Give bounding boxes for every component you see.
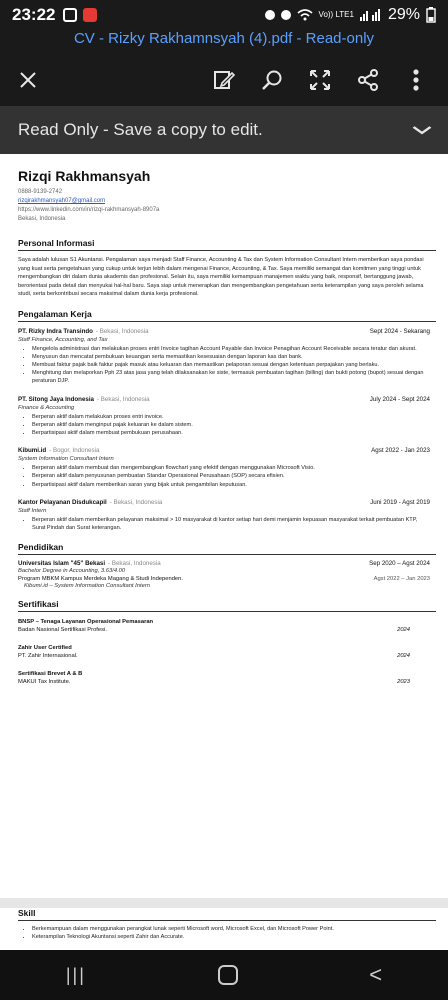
resume-location: Bekasi, Indonesia xyxy=(18,216,66,222)
app-notification-icon xyxy=(83,8,97,22)
pdf-page-2 xyxy=(12,908,436,941)
wifi-icon xyxy=(297,9,313,21)
job-location: - Bogor, Indonesia xyxy=(49,447,100,455)
home-button[interactable] xyxy=(218,965,238,985)
edu-degree: Bachelor Degree in Accounting, 3.63/4.00 xyxy=(18,568,126,575)
search-button[interactable] xyxy=(248,56,296,104)
section-education: Pendidikan xyxy=(18,542,436,555)
job-role: System Information Consultant Intern xyxy=(18,456,114,463)
cert-year: 2024 xyxy=(397,653,410,660)
job-role: Staff Intern xyxy=(18,507,47,514)
cert-title: Zahir User Certified xyxy=(18,645,72,652)
cert-issuer: MAKUI Tax Institute. xyxy=(18,679,71,686)
network-label: Vo)) LTE1 xyxy=(318,10,354,19)
skill-item: • Berkemampuan dalam menggunakan perangkat lunak seperti Microsoft word, Microsoft Excel, dan Microsoft Power Point. xyxy=(32,925,430,933)
cert-entry xyxy=(18,619,430,633)
cert-entry xyxy=(18,645,430,659)
job-bullet: • Membuat faktur pajak baik faktur pajak masuk atau keluaran dan memastikan pelaporan sesuai dengan ketentuan perpajakan yang berlaku. xyxy=(32,361,430,369)
more-icon xyxy=(412,68,420,92)
cert-year: 2024 xyxy=(397,627,410,634)
status-time: 23:22 xyxy=(12,5,56,24)
cert-year: 2023 xyxy=(397,679,410,686)
close-icon xyxy=(19,71,37,89)
job-entry xyxy=(18,396,430,438)
cert-entry xyxy=(18,671,430,685)
section-experience: Pengalaman Kerja xyxy=(18,309,436,322)
job-bullet: • Berpartisipasi aktif dalam membuat pembukuan perusahaan. xyxy=(32,429,430,437)
job-entry xyxy=(18,328,430,386)
edu-school: Universitas Islam "45" Bekasi xyxy=(18,560,106,568)
job-bullet: • Menghitung dan melaporkan Pph 23 atas jasa yang telah dilaksanakan ke siste, termasuk pembuatan tagihan (billing) dan bukti potong (bupot) sesuai dengan peraturan DJP. xyxy=(32,369,430,385)
back-button[interactable]: < xyxy=(369,962,383,987)
job-bullet: • Berperan aktif dalam membuat dan mengembangkan flowchart yang efektif dengan menggunakan Microsoft Visio. xyxy=(32,464,430,472)
close-button[interactable] xyxy=(4,56,52,104)
job-bullet: • Berperan aktif dalam menginput pajak keluaran ke dalam sistem. xyxy=(32,421,430,429)
battery-icon xyxy=(426,7,436,23)
pdf-page-1 xyxy=(12,162,436,685)
battery-level: 29% xyxy=(387,6,420,23)
job-role: Staff Finance, Accounting, and Tax xyxy=(18,336,108,343)
gallery-icon xyxy=(63,8,77,22)
section-personal: Personal Informasi xyxy=(18,238,436,251)
job-location: - Bekasi, Indonesia xyxy=(109,498,163,506)
toolbar xyxy=(0,54,448,106)
section-certification: Sertifikasi xyxy=(18,599,436,612)
read-only-message: Read Only - Save a copy to edit. xyxy=(18,120,263,139)
document-viewer[interactable] xyxy=(0,154,448,950)
chevron-down-icon[interactable] xyxy=(411,125,433,135)
edit-icon xyxy=(212,68,236,92)
read-only-banner[interactable] xyxy=(0,106,448,154)
cert-issuer: Badan Nasional Sertifikasi Profesi. xyxy=(18,627,107,634)
fullscreen-button[interactable] xyxy=(296,56,344,104)
job-company: PT. Rizky Indra Transindo xyxy=(18,327,93,335)
document-title: CV - Rizky Rakhamnsyah (4).pdf - Read-only xyxy=(0,30,448,54)
job-date: Sept 2024 - Sekarang xyxy=(369,327,430,335)
resume-linkedin[interactable]: https://www.linkedin.com/in/rizqi-rakhmansyah-8907a xyxy=(18,207,160,213)
job-bullet: • Mengelola administrasi dan melakukan proses entri Invoice tagihan Account Payable dan Invoice Penagihan Account Receivable secara teratur dan akurat. xyxy=(32,345,430,353)
job-date: Juni 2019 - Agst 2019 xyxy=(370,498,430,506)
system-nav-bar xyxy=(0,950,448,1000)
edu-program-sub: Kibumi.id – System Information Consultant Intern xyxy=(24,583,150,590)
job-bullet: • Menyusun dan mencatat pembukuan keuangan serta memastikan kesesuaian dengan laporan kas dan bank. xyxy=(32,353,430,361)
job-entry xyxy=(18,447,430,489)
resume-phone: 0888-9139-2742 xyxy=(18,189,63,195)
search-icon xyxy=(260,68,284,92)
job-bullet: • Berperan aktif dalam memberikan pelayanan maksimal > 10 masyarakat di kantor setiap hari demi menjamin kepuasan masyarakat terkait pembuatan KTP, Surat Pindah dan Surat keterangan. xyxy=(32,516,430,532)
expand-icon xyxy=(308,68,332,92)
cert-title: BNSP – Tenaga Layanan Operasional Pemasaran xyxy=(18,619,154,626)
job-entry xyxy=(18,499,430,532)
share-icon xyxy=(356,68,380,92)
edit-button[interactable] xyxy=(200,56,248,104)
job-company: Kantor Pelayanan Disdukcapil xyxy=(18,498,107,506)
recent-apps-button[interactable]: ||| xyxy=(65,964,86,985)
job-role: Finance & Accounting xyxy=(18,404,75,411)
job-bullet: • Berpartisipasi aktif dalam memberikan saran yang bijak untuk pengambilan keputusan. xyxy=(32,481,430,489)
edu-date: Sep 2020 – Agst 2024 xyxy=(369,560,430,568)
signal-icon xyxy=(360,9,382,21)
page-separator xyxy=(0,898,448,908)
job-company: Kibumi.id xyxy=(18,447,47,455)
cert-title: Sertifikasi Brevet A & B xyxy=(18,671,83,678)
job-bullet: • Berperan aktif dalam melakukan proses entri invoice. xyxy=(32,413,430,421)
job-location: - Bekasi, Indonesia xyxy=(95,327,149,335)
skill-item: • Keterampilan Teknologi Akuntansi seperti Zahir dan Accurate. xyxy=(32,933,430,941)
alarm-icon xyxy=(265,10,275,20)
education-entry xyxy=(18,560,430,589)
job-location: - Bekasi, Indonesia xyxy=(97,395,150,403)
resume-name: Rizqi Rakhmansyah xyxy=(18,168,151,184)
edu-program-date: Agst 2022 – Jan 2023 xyxy=(373,576,430,583)
cert-issuer: PT. Zahir Internasional. xyxy=(18,653,78,660)
job-date: Agst 2022 - Jan 2023 xyxy=(371,447,430,455)
more-options-button[interactable] xyxy=(392,56,440,104)
location-icon xyxy=(281,10,291,20)
job-company: PT. Sitong Jaya Indonesia xyxy=(18,395,94,403)
edu-program: Program MBKM Kampus Merdeka Magang & Studi Independen. xyxy=(18,576,183,583)
resume-email[interactable]: rizqirakhmansyah07@gmail.com xyxy=(18,198,106,204)
job-bullet: • Berperan aktif dalam penyusunan pembuatan Standar Operasional Perusahaan (SOP) secara efisien. xyxy=(32,472,430,480)
edu-location: - Bekasi, Indonesia xyxy=(108,560,161,568)
share-button[interactable] xyxy=(344,56,392,104)
job-date: July 2024 - Sept 2024 xyxy=(369,395,430,403)
summary-text: Saya adalah lulusan S1 Akuntansi. Pengalaman saya menjadi Staff Finance, Accounting & Tax dan System Information Consultant Intern memberikan saya pondasi yang kuat serta pengetahuan yang cukup untuk terjun lebih dalam mengenai Finance, Accounting, & Tax. Saya memiliki semangat dan komitmen yang tinggi untuk mengembangkan diri dalam dunia akademis dan profesional. Selain itu, saya memiliki kemampuan manajemen waktu yang baik, responsif, bertanggung jawab, berorientasi pada detail dan menyukai hal-hal baru. Saya siap untuk menerapkan dan mengembangkan pengetahuan serta keterampilan yang saya peroleh selama studi, serta berkontribusi secara maksimal dalam dunia kerja profesional. xyxy=(18,257,424,297)
status-bar xyxy=(0,0,448,30)
section-skill: Skill xyxy=(18,908,436,921)
